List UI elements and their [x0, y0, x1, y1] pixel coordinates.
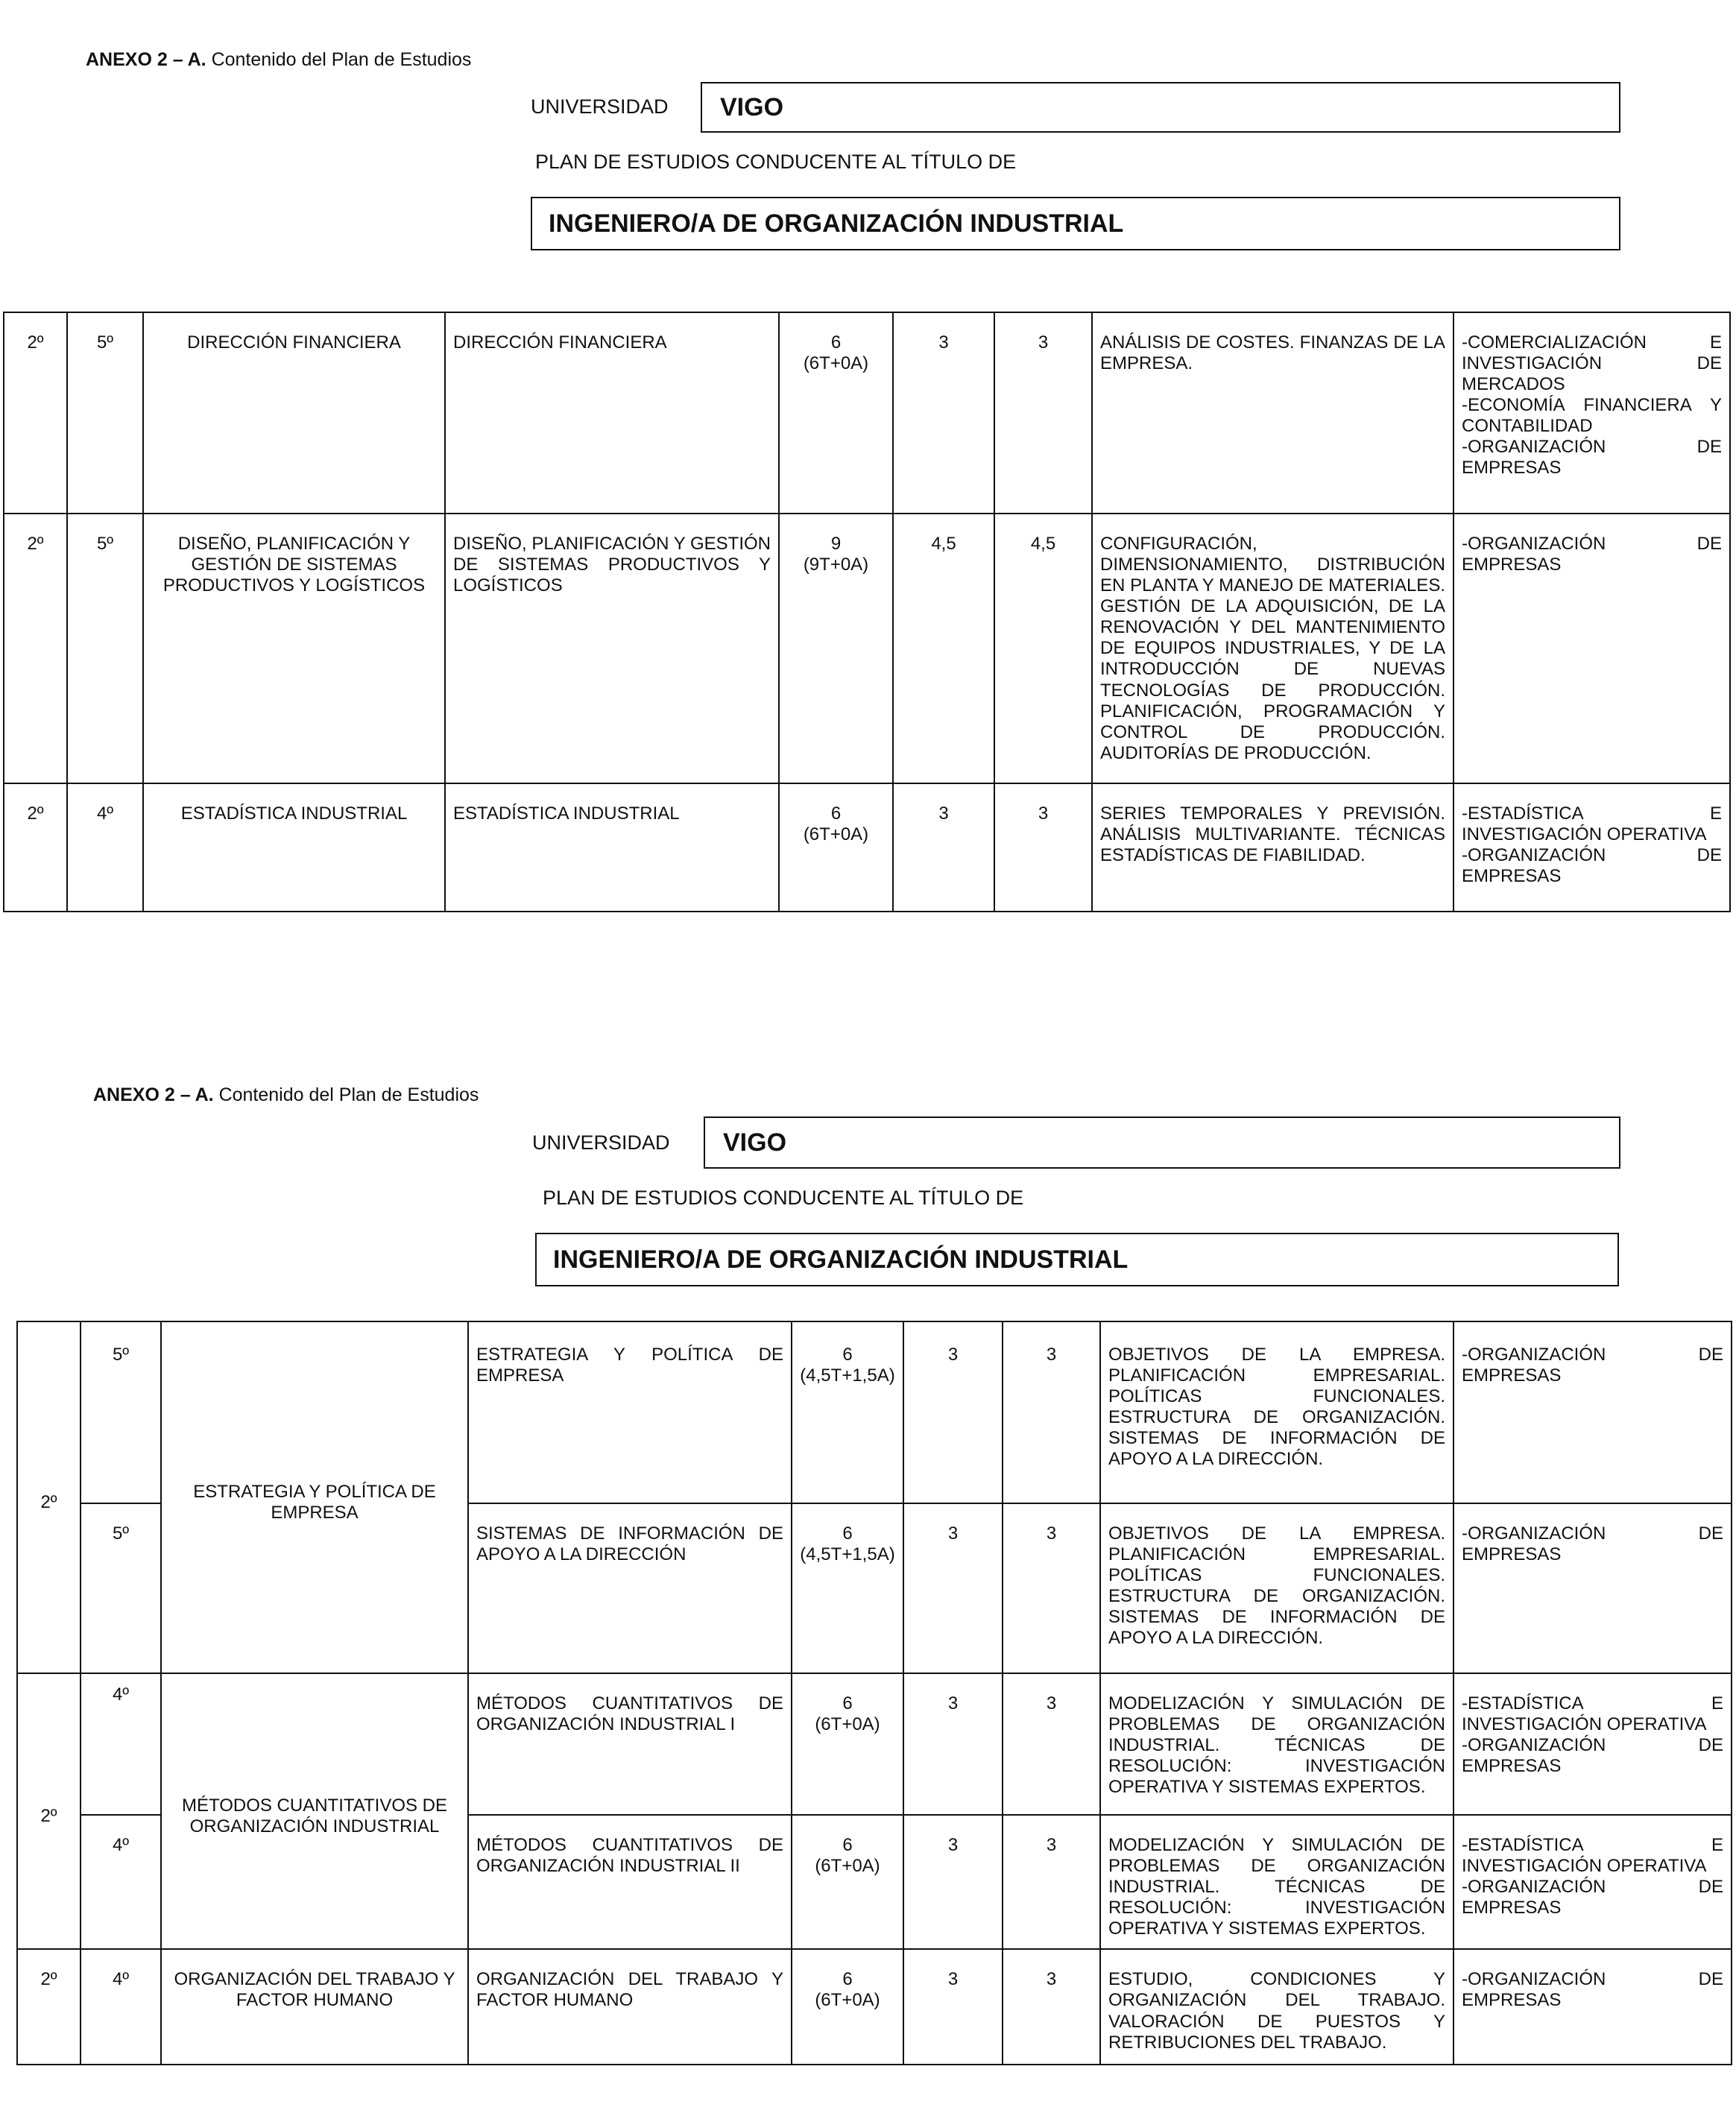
practicos-cell: 3 — [1003, 1321, 1100, 1503]
ciclo-cell: 2º — [17, 1321, 81, 1673]
area-item: -ESTADÍSTICA E INVESTIGACIÓN OPERATIVA — [1462, 1693, 1723, 1735]
practicos-cell: 3 — [1003, 1949, 1100, 2065]
degree-title-box-1: INGENIERO/A DE ORGANIZACIÓN INDUSTRIAL — [531, 197, 1620, 250]
contenido-cell: MODELIZACIÓN Y SIMULACIÓN DE PROBLEMAS DE ORGANIZACIÓN INDUSTRIAL. TÉCNICAS DE RESOLUCIÓN: INVESTIGACIÓN OPERATIVA Y SISTEMAS EXPERTOS. — [1100, 1673, 1453, 1815]
curso-cell: 4º — [81, 1673, 161, 1815]
areas-cell — [1453, 514, 1730, 783]
creditos-total: 6 — [830, 332, 842, 353]
university-label-2: UNIVERSIDAD — [532, 1131, 670, 1154]
asignatura-cell: DISEÑO, PLANIFICACIÓN Y GESTIÓN DE SISTEMAS PRODUCTIVOS Y LOGÍSTICOS — [445, 514, 779, 783]
creditos-total: 6 — [842, 1523, 853, 1544]
area-item: -ORGANIZACIÓN DE EMPRESAS — [1462, 1877, 1723, 1918]
practicos-cell: 3 — [994, 783, 1092, 912]
area-item: -ORGANIZACIÓN DE EMPRESAS — [1462, 534, 1722, 575]
creditos-breakdown: (6T+0A) — [815, 1714, 880, 1735]
asignatura-cell: MÉTODOS CUANTITATIVOS DE ORGANIZACIÓN INDUSTRIAL II — [468, 1815, 792, 1949]
area-item: -ORGANIZACIÓN DE EMPRESAS — [1462, 1969, 1723, 2011]
ciclo-cell: 2º — [17, 1673, 81, 1949]
materia-cell: ORGANIZACIÓN DEL TRABAJO Y FACTOR HUMANO — [161, 1949, 468, 2065]
curso-cell: 4º — [67, 783, 143, 912]
creditos-breakdown: (4,5T+1,5A) — [800, 1544, 895, 1565]
areas-cell — [1453, 1673, 1732, 1815]
asignatura-cell: ORGANIZACIÓN DEL TRABAJO Y FACTOR HUMANO — [468, 1949, 792, 2065]
contenido-cell: ANÁLISIS DE COSTES. FINANZAS DE LA EMPRESA. — [1092, 312, 1453, 514]
creditos-breakdown: (6T+0A) — [815, 1856, 880, 1877]
areas-cell — [1453, 783, 1730, 912]
creditos-cell — [779, 783, 893, 912]
materia-cell: DISEÑO, PLANIFICACIÓN Y GESTIÓN DE SISTEMAS PRODUCTIVOS Y LOGÍSTICOS — [143, 514, 445, 783]
asignatura-cell: DIRECCIÓN FINANCIERA — [445, 312, 779, 514]
materia-cell: DIRECCIÓN FINANCIERA — [143, 312, 445, 514]
contenido-cell: CONFIGURACIÓN, DIMENSIONAMIENTO, DISTRIBUCIÓN EN PLANTA Y MANEJO DE MATERIALES. GESTIÓN DE LA ADQUISICIÓN, DE LA RENOVACIÓN Y DEL MANTENIMIENTO DE EQUIPOS INDUSTRIALES, Y DE LA INTRODUCCIÓN DE NUEVAS TECNOLOGÍAS DE PRODUCCIÓN. PLANIFICACIÓN, PROGRAMACIÓN Y CONTROL DE PRODUCCIÓN. AUDITORÍAS DE PRODUCCIÓN. — [1092, 514, 1453, 783]
curso-cell: 5º — [81, 1321, 161, 1503]
university-value-box-2: VIGO — [704, 1116, 1620, 1169]
areas-cell — [1453, 1949, 1732, 2065]
curso-cell: 4º — [81, 1815, 161, 1949]
materia-cell: MÉTODOS CUANTITATIVOS DE ORGANIZACIÓN INDUSTRIAL — [161, 1673, 468, 1949]
asignatura-cell: SISTEMAS DE INFORMACIÓN DE APOYO A LA DIRECCIÓN — [468, 1503, 792, 1673]
area-item: -ORGANIZACIÓN DE EMPRESAS — [1462, 1345, 1723, 1386]
curso-cell: 5º — [67, 312, 143, 514]
creditos-breakdown: (9T+0A) — [803, 555, 869, 575]
teoricos-cell: 3 — [903, 1503, 1003, 1673]
teoricos-cell: 4,5 — [893, 514, 994, 783]
areas-cell — [1453, 312, 1730, 514]
teoricos-cell: 3 — [893, 312, 994, 514]
creditos-cell — [792, 1503, 903, 1673]
contenido-cell: OBJETIVOS DE LA EMPRESA. PLANIFICACIÓN EMPRESARIAL. POLÍTICAS FUNCIONALES. ESTRUCTURA DE ORGANIZACIÓN. SISTEMAS DE INFORMACIÓN DE APOYO A LA DIRECCIÓN. — [1100, 1321, 1453, 1503]
creditos-cell — [792, 1673, 903, 1815]
materia-cell: ESTRATEGIA Y POLÍTICA DE EMPRESA — [161, 1321, 468, 1673]
table-row — [4, 312, 1730, 514]
curriculum-table-1 — [3, 312, 1731, 912]
areas-cell — [1453, 1321, 1732, 1503]
teoricos-cell: 3 — [903, 1321, 1003, 1503]
ciclo-cell: 2º — [4, 312, 67, 514]
creditos-total: 6 — [842, 1693, 853, 1714]
university-label-1: UNIVERSIDAD — [531, 95, 669, 118]
practicos-cell: 3 — [1003, 1503, 1100, 1673]
areas-cell — [1453, 1815, 1732, 1949]
practicos-cell: 3 — [1003, 1673, 1100, 1815]
asignatura-cell: MÉTODOS CUANTITATIVOS DE ORGANIZACIÓN INDUSTRIAL I — [468, 1673, 792, 1815]
creditos-total: 9 — [830, 534, 842, 554]
asignatura-cell: ESTADÍSTICA INDUSTRIAL — [445, 783, 779, 912]
area-item: -ESTADÍSTICA E INVESTIGACIÓN OPERATIVA — [1462, 1835, 1723, 1877]
table-row — [17, 1949, 1732, 2065]
teoricos-cell: 3 — [903, 1815, 1003, 1949]
creditos-total: 6 — [842, 1345, 853, 1365]
creditos-cell — [792, 1815, 903, 1949]
teoricos-cell: 3 — [893, 783, 994, 912]
contenido-cell: MODELIZACIÓN Y SIMULACIÓN DE PROBLEMAS DE ORGANIZACIÓN INDUSTRIAL. TÉCNICAS DE RESOLUCIÓN: INVESTIGACIÓN OPERATIVA Y SISTEMAS EXPERTOS. — [1100, 1815, 1453, 1949]
areas-cell — [1453, 1503, 1732, 1673]
teoricos-cell: 3 — [903, 1673, 1003, 1815]
ciclo-cell: 2º — [4, 783, 67, 912]
curriculum-table-2 — [16, 1321, 1732, 2065]
contenido-cell: ESTUDIO, CONDICIONES Y ORGANIZACIÓN DEL TRABAJO. VALORACIÓN DE PUESTOS Y RETRIBUCIONES DEL TRABAJO. — [1100, 1949, 1453, 2065]
creditos-breakdown: (6T+0A) — [803, 353, 869, 374]
curso-cell: 5º — [81, 1503, 161, 1673]
university-value-box-1: VIGO — [701, 82, 1620, 133]
creditos-total: 6 — [842, 1969, 853, 1990]
plan-label-2: PLAN DE ESTUDIOS CONDUCENTE AL TÍTULO DE — [543, 1187, 1024, 1209]
practicos-cell: 3 — [994, 312, 1092, 514]
area-item: -ESTADÍSTICA E INVESTIGACIÓN OPERATIVA — [1462, 803, 1722, 845]
practicos-cell: 3 — [1003, 1815, 1100, 1949]
degree-title-box-2: INGENIERO/A DE ORGANIZACIÓN INDUSTRIAL — [535, 1233, 1619, 1286]
teoricos-cell: 3 — [903, 1949, 1003, 2065]
ciclo-cell: 2º — [4, 514, 67, 783]
materia-cell: ESTADÍSTICA INDUSTRIAL — [143, 783, 445, 912]
creditos-breakdown: (6T+0A) — [803, 824, 869, 845]
area-item: -ORGANIZACIÓN DE EMPRESAS — [1462, 1523, 1723, 1565]
area-item: -ECONOMÍA FINANCIERA Y CONTABILIDAD — [1462, 395, 1722, 437]
area-item: -ORGANIZACIÓN DE EMPRESAS — [1462, 845, 1722, 887]
creditos-total: 6 — [830, 803, 842, 824]
area-item: -ORGANIZACIÓN DE EMPRESAS — [1462, 437, 1722, 478]
contenido-cell: OBJETIVOS DE LA EMPRESA. PLANIFICACIÓN EMPRESARIAL. POLÍTICAS FUNCIONALES. ESTRUCTURA DE ORGANIZACIÓN. SISTEMAS DE INFORMACIÓN DE APOYO A LA DIRECCIÓN. — [1100, 1503, 1453, 1673]
area-item: -ORGANIZACIÓN DE EMPRESAS — [1462, 1735, 1723, 1777]
creditos-cell — [779, 514, 893, 783]
curso-cell: 5º — [67, 514, 143, 783]
ciclo-cell: 2º — [17, 1949, 81, 2065]
area-item: -COMERCIALIZACIÓN E INVESTIGACIÓN DE MERCADOS — [1462, 332, 1722, 395]
creditos-breakdown: (4,5T+1,5A) — [800, 1365, 895, 1386]
table-row — [17, 1321, 1732, 1503]
contenido-cell: SERIES TEMPORALES Y PREVISIÓN. ANÁLISIS MULTIVARIANTE. TÉCNICAS ESTADÍSTICAS DE FIABILIDAD. — [1092, 783, 1453, 912]
table-row — [4, 783, 1730, 912]
plan-label-1: PLAN DE ESTUDIOS CONDUCENTE AL TÍTULO DE — [535, 151, 1017, 173]
annex-heading-1: ANEXO 2 – A. Contenido del Plan de Estudios — [86, 49, 472, 70]
creditos-breakdown: (6T+0A) — [815, 1990, 880, 2011]
asignatura-cell: ESTRATEGIA Y POLÍTICA DE EMPRESA — [468, 1321, 792, 1503]
creditos-cell — [792, 1321, 903, 1503]
creditos-total: 6 — [842, 1835, 853, 1855]
curso-cell: 4º — [81, 1949, 161, 2065]
table-row — [17, 1673, 1732, 1815]
table-row — [4, 514, 1730, 783]
creditos-cell — [792, 1949, 903, 2065]
annex-heading-2: ANEXO 2 – A. Contenido del Plan de Estudios — [93, 1084, 479, 1105]
practicos-cell: 4,5 — [994, 514, 1092, 783]
creditos-cell — [779, 312, 893, 514]
